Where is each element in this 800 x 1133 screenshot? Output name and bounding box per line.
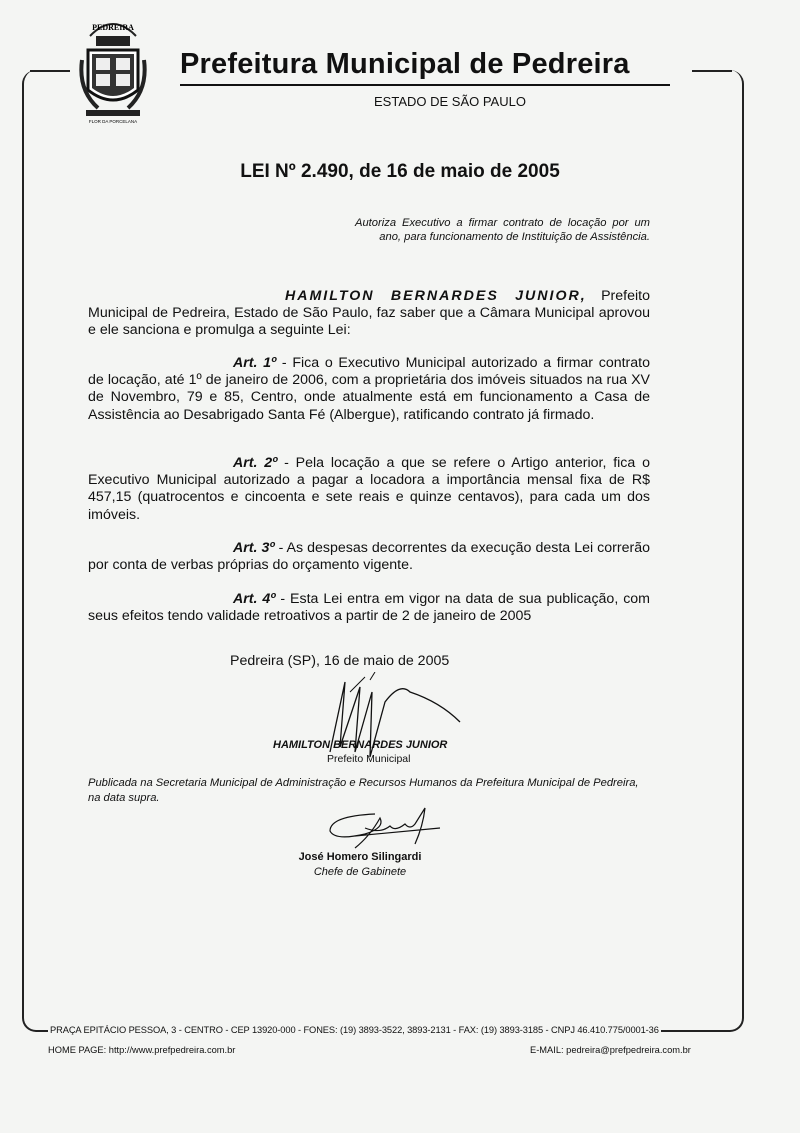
- article-text: - Pela locação a que se refere o Artigo anterior, fica o Executivo Municipal autorizado a pagar a locadora a importância mensal fixa de R$ 457,15 (quatrocentos e cincoenta e sete reais e quinze centavos), para cada um dos imóveis.: [88, 455, 650, 523]
- border-top-right: [692, 70, 732, 72]
- header-subtitle: ESTADO DE SÃO PAULO: [374, 94, 526, 109]
- footer-email: E-MAIL: pedreira@prefpedreira.com.br: [530, 1045, 691, 1055]
- border-top-left: [30, 70, 70, 72]
- signature-chief: [325, 806, 445, 856]
- header-underline: [180, 84, 670, 86]
- footer-address: PRAÇA EPITÁCIO PESSOA, 3 - CENTRO - CEP 13920-000 - FONES: (19) 3893-3522, 3893-2131 - FAX: (19) 3893-3185 - CNPJ 46.410.775/0001-36: [50, 1025, 659, 1035]
- law-title: LEI Nº 2.490, de 16 de maio de 2005: [240, 161, 560, 182]
- coat-of-arms-logo: [78, 10, 148, 133]
- article-label: Art. 2º: [233, 455, 278, 471]
- article-text: - Esta Lei entra em vigor na data de sua publicação, com seus efeitos tendo validade retroativos a partir de 2 de janeiro de 2005: [88, 591, 650, 625]
- publication-note: Publicada na Secretaria Municipal de Administração e Recursos Humanos da Prefeitura Municipal de Pedreira, na data supra.: [88, 777, 639, 804]
- date-place: Pedreira (SP), 16 de maio de 2005: [230, 653, 450, 669]
- chief-name: José Homero Silingardi: [298, 851, 422, 863]
- preamble-text: Prefeito Municipal de Pedreira, Estado de São Paulo, faz saber que a Câmara Municipal aprovou e ele sanciona e promulga a seguinte Lei:: [88, 288, 650, 339]
- preamble: [88, 288, 650, 340]
- signer-role: Prefeito Municipal: [327, 753, 411, 765]
- article-text: - As despesas decorrentes da execução desta Lei correrão por conta de verbas próprias do orçamento vigente.: [88, 540, 650, 574]
- chief-role: Chefe de Gabinete: [313, 866, 407, 878]
- article-label: Art. 3º: [233, 540, 275, 556]
- article-4: [88, 591, 650, 625]
- signer-name: HAMILTON BERNARDES JUNIOR: [273, 739, 448, 751]
- article-1: [88, 355, 650, 424]
- svg-text:FLOR DA PORCELANA: FLOR DA PORCELANA: [88, 119, 138, 124]
- svg-text:PEDREIRA: PEDREIRA: [92, 23, 134, 32]
- law-ementa: Autoriza Executivo a firmar contrato de locação por um ano, para funcionamento de Instituição de Assistência.: [355, 217, 650, 243]
- article-label: Art. 4º: [233, 591, 276, 607]
- article-2: [88, 455, 650, 524]
- header-title: Prefeitura Municipal de Pedreira: [180, 48, 630, 80]
- article-label: Art. 1º: [233, 355, 277, 371]
- footer-homepage: HOME PAGE: http://www.prefpedreira.com.br: [48, 1045, 236, 1055]
- article-text: - Fica o Executivo Municipal autorizado a firmar contrato de locação, até 1º de janeiro de 2006, com a proprietária dos imóveis situados na rua XV de Novembro, 79 e 85, Centro, onde atualmente está em funcionamento a Casa de Assistência ao Desabrigado Santa Fé (Albergue), ratificando contrato já firmado.: [88, 355, 650, 423]
- preamble-name: HAMILTON BERNARDES JUNIOR,: [285, 288, 587, 304]
- article-3: [88, 540, 650, 574]
